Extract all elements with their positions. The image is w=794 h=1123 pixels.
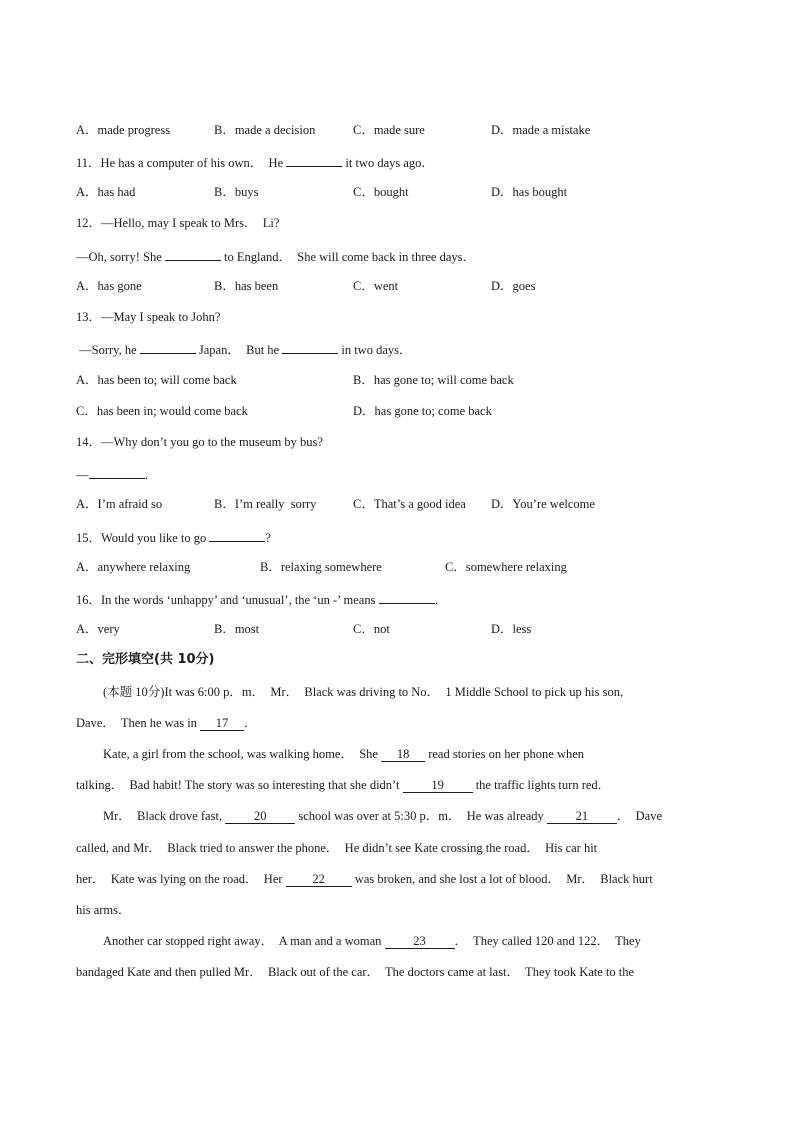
q12-line2 [76, 247, 475, 265]
passage-p1-line2 [76, 715, 257, 731]
cloze-blank-17: 17 [200, 716, 244, 731]
q16-stem [76, 590, 447, 608]
q15-option-b: B．relaxing somewhere [260, 560, 382, 574]
q13-option-a: A．has been to; will come back [76, 373, 237, 387]
q15-stem-text: 15．Would you like to go [76, 531, 210, 545]
q13-blank-2 [282, 340, 338, 354]
q12-line2-text: —Oh, sorry! She [76, 250, 165, 264]
q14-line2-end: ． [144, 468, 158, 482]
cloze-blank-18: 18 [381, 747, 425, 762]
q14-line2-dash: — [76, 468, 89, 482]
q14-line1: 14．—Why don’t you go to the museum by bus? [76, 435, 323, 449]
q14-option-b: B．I’m really sorry [214, 497, 317, 511]
passage-text: school was over at 5:30 p．m． He was already [295, 809, 547, 823]
passage-text: ． Dave [616, 809, 663, 823]
q10-option-d: D．made a mistake [491, 123, 591, 137]
q15-option-a: A．anywhere relaxing [76, 560, 191, 574]
q11-blank [286, 153, 342, 167]
passage-p4-line1 [103, 933, 641, 949]
q12-option-c: C．went [353, 279, 399, 293]
q10-option-b: B．made a decision [214, 123, 316, 137]
q13-option-d: D．has gone to; come back [353, 404, 492, 418]
q11-stem-text-end: it two days ago． [342, 156, 434, 170]
passage-p4-line2: bandaged Kate and then pulled Mr． Black out of the car． The doctors came at last． They took Kate to the [76, 965, 635, 979]
passage-text: talking． Bad habit! The story was so interesting that she didn’t [76, 778, 403, 792]
q12-line2-text-end: to England． She will come back in three days． [220, 250, 475, 264]
q12-option-b: B．has been [214, 279, 279, 293]
q11-option-c: C．bought [353, 185, 409, 199]
passage-p3-line2: called, and Mr． Black tried to answer the phone． He didn’t see Kate crossing the road． His car hit [76, 841, 598, 855]
q11-option-b: B．buys [214, 185, 259, 199]
q13-option-c: C．has been in; would come back [76, 404, 248, 418]
q11-stem-text: 11．He has a computer of his own． He [76, 156, 287, 170]
passage-text: the traffic lights turn red． [472, 778, 611, 792]
q16-option-a: A．very [76, 622, 120, 636]
cloze-blank-19: 19 [403, 778, 473, 793]
passage-p3-line4: his arms． [76, 903, 131, 917]
q14-option-a: A．I’m afraid so [76, 497, 163, 511]
passage-text: was broken, and she lost a lot of blood． Mr． Black hurt [351, 872, 653, 886]
q16-option-b: B．most [214, 622, 260, 636]
passage-text: Another car stopped right away． A man and a woman [103, 934, 385, 948]
cloze-blank-21: 21 [547, 809, 617, 824]
q14-line2 [76, 465, 157, 483]
passage-text: Mr． Black drove fast, [103, 809, 226, 823]
q13-line2 [76, 340, 411, 358]
q10-option-a: A．made progress [76, 123, 171, 137]
q12-option-a: A．has gone [76, 279, 142, 293]
q16-option-d: D．less [491, 622, 532, 636]
q11-option-d: D．has bought [491, 185, 568, 199]
passage-text: ． They called 120 and 122． They [454, 934, 641, 948]
q11-option-a: A．has had [76, 185, 136, 199]
q15-blank [209, 528, 265, 542]
q15-stem-end: ? [265, 531, 271, 545]
q13-line2-text: —Sorry, he [76, 343, 140, 357]
q14-blank [89, 465, 145, 479]
passage-text: Dave． Then he was in [76, 716, 201, 730]
q10-option-c: C．made sure [353, 123, 425, 137]
q15-stem [76, 528, 271, 546]
q16-blank [379, 590, 435, 604]
q13-blank-1 [140, 340, 196, 354]
cloze-blank-20: 20 [225, 809, 295, 824]
q16-option-c: C．not [353, 622, 390, 636]
passage-p2-line1 [103, 746, 584, 762]
q16-stem-text: 16．In the words ‘unhappy’ and ‘unusual’, the ‘un -’ means [76, 593, 379, 607]
section-heading-cloze: 二、完形填空(共 10分) [76, 652, 215, 667]
passage-text: ． [244, 716, 257, 730]
q16-stem-end: ． [434, 593, 448, 607]
q12-line1: 12．—Hello, may I speak to Mrs． Li? [76, 216, 280, 230]
q14-option-c: C．That’s a good idea [353, 497, 466, 511]
q13-option-b: B．has gone to; will come back [353, 373, 514, 387]
q12-blank [165, 247, 221, 261]
q15-option-c: C．somewhere relaxing [445, 560, 567, 574]
q11-stem [76, 153, 434, 171]
passage-text: Kate, a girl from the school, was walking home． She [103, 747, 382, 761]
q13-line2-text-mid: Japan． But he [195, 343, 283, 357]
passage-p2-line2 [76, 777, 610, 793]
q12-option-d: D．goes [491, 279, 536, 293]
q13-line1: 13．—May I speak to John? [76, 310, 221, 324]
passage-p3-line1 [103, 808, 662, 824]
cloze-blank-22: 22 [286, 872, 352, 887]
q14-option-d: D．You’re welcome [491, 497, 595, 511]
passage-text: read stories on her phone when [425, 747, 585, 761]
passage-p1-line1: (本题 10分)It was 6:00 p．m． Mr． Black was driving to No． 1 Middle School to pick up his son, [103, 685, 624, 699]
q13-line2-text-end: in two days． [338, 343, 412, 357]
passage-text: her． Kate was lying on the road． Her [76, 872, 286, 886]
cloze-blank-23: 23 [385, 934, 455, 949]
passage-p3-line3 [76, 871, 653, 887]
